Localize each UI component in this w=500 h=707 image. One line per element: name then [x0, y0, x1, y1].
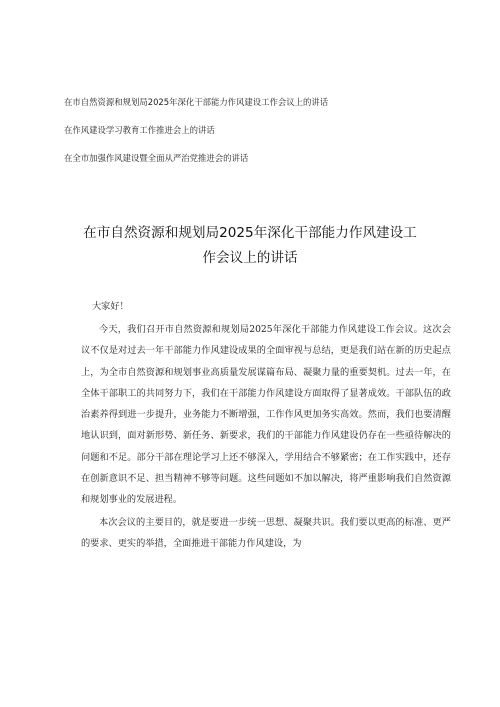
document-title — [40, 221, 460, 271]
toc-item[interactable]: 在全市加强作风建设暨全面从严治党推进会的讲话 — [64, 153, 249, 163]
toc-item[interactable]: 在市自然资源和规划局2025年深化干部能力作风建设工作会议上的讲话 — [64, 97, 329, 107]
toc-item[interactable]: 在作风建设学习教育工作推进会上的讲话 — [64, 125, 215, 135]
paragraph: 本次会议的主要目的，就是要进一步统一思想、凝聚共识。我们要以更高的标准、更严的要求、更实的举措，全面推进干部能力作风建设，为 — [81, 516, 451, 549]
title-line: 作会议上的讲话 — [202, 250, 298, 266]
title-line: 在市自然资源和规划局2025年深化干部能力作风建设工 — [83, 225, 417, 241]
document-body — [81, 296, 451, 554]
paragraph: 今天，我们召开市自然资源和规划局2025年深化干部能力作风建设工作会议。这次会议不仅是对过去一年干部能力作风建设成果的全面审视与总结，更是我们站在新的历史起点上，为全市自然资源和规划事业高质量发展谋篇布局、凝聚力量的重要契机。过去一年，在全体干部职工的共同努力下，我们在干部能力作风建设方面取得了显著成效。干部队伍的政治素养得到进一步提升，业务能力不断增强，工作作风更加务实高效。然而，我们也要清醒地认识到，面对新形势、新任务、新要求，我们的干部能力作风建设仍存在一些亟待解决的问题和不足。部分干部在理论学习上还不够深入，学用结合不够紧密；在工作实践中，还存在创新意识不足、担当精神不够等问题。这些问题如不加以解决，将严重影响我们自然资源和规划事业的发展进程。 — [81, 324, 451, 506]
toc-list — [64, 96, 464, 180]
greeting: 大家好！ — [92, 301, 129, 312]
